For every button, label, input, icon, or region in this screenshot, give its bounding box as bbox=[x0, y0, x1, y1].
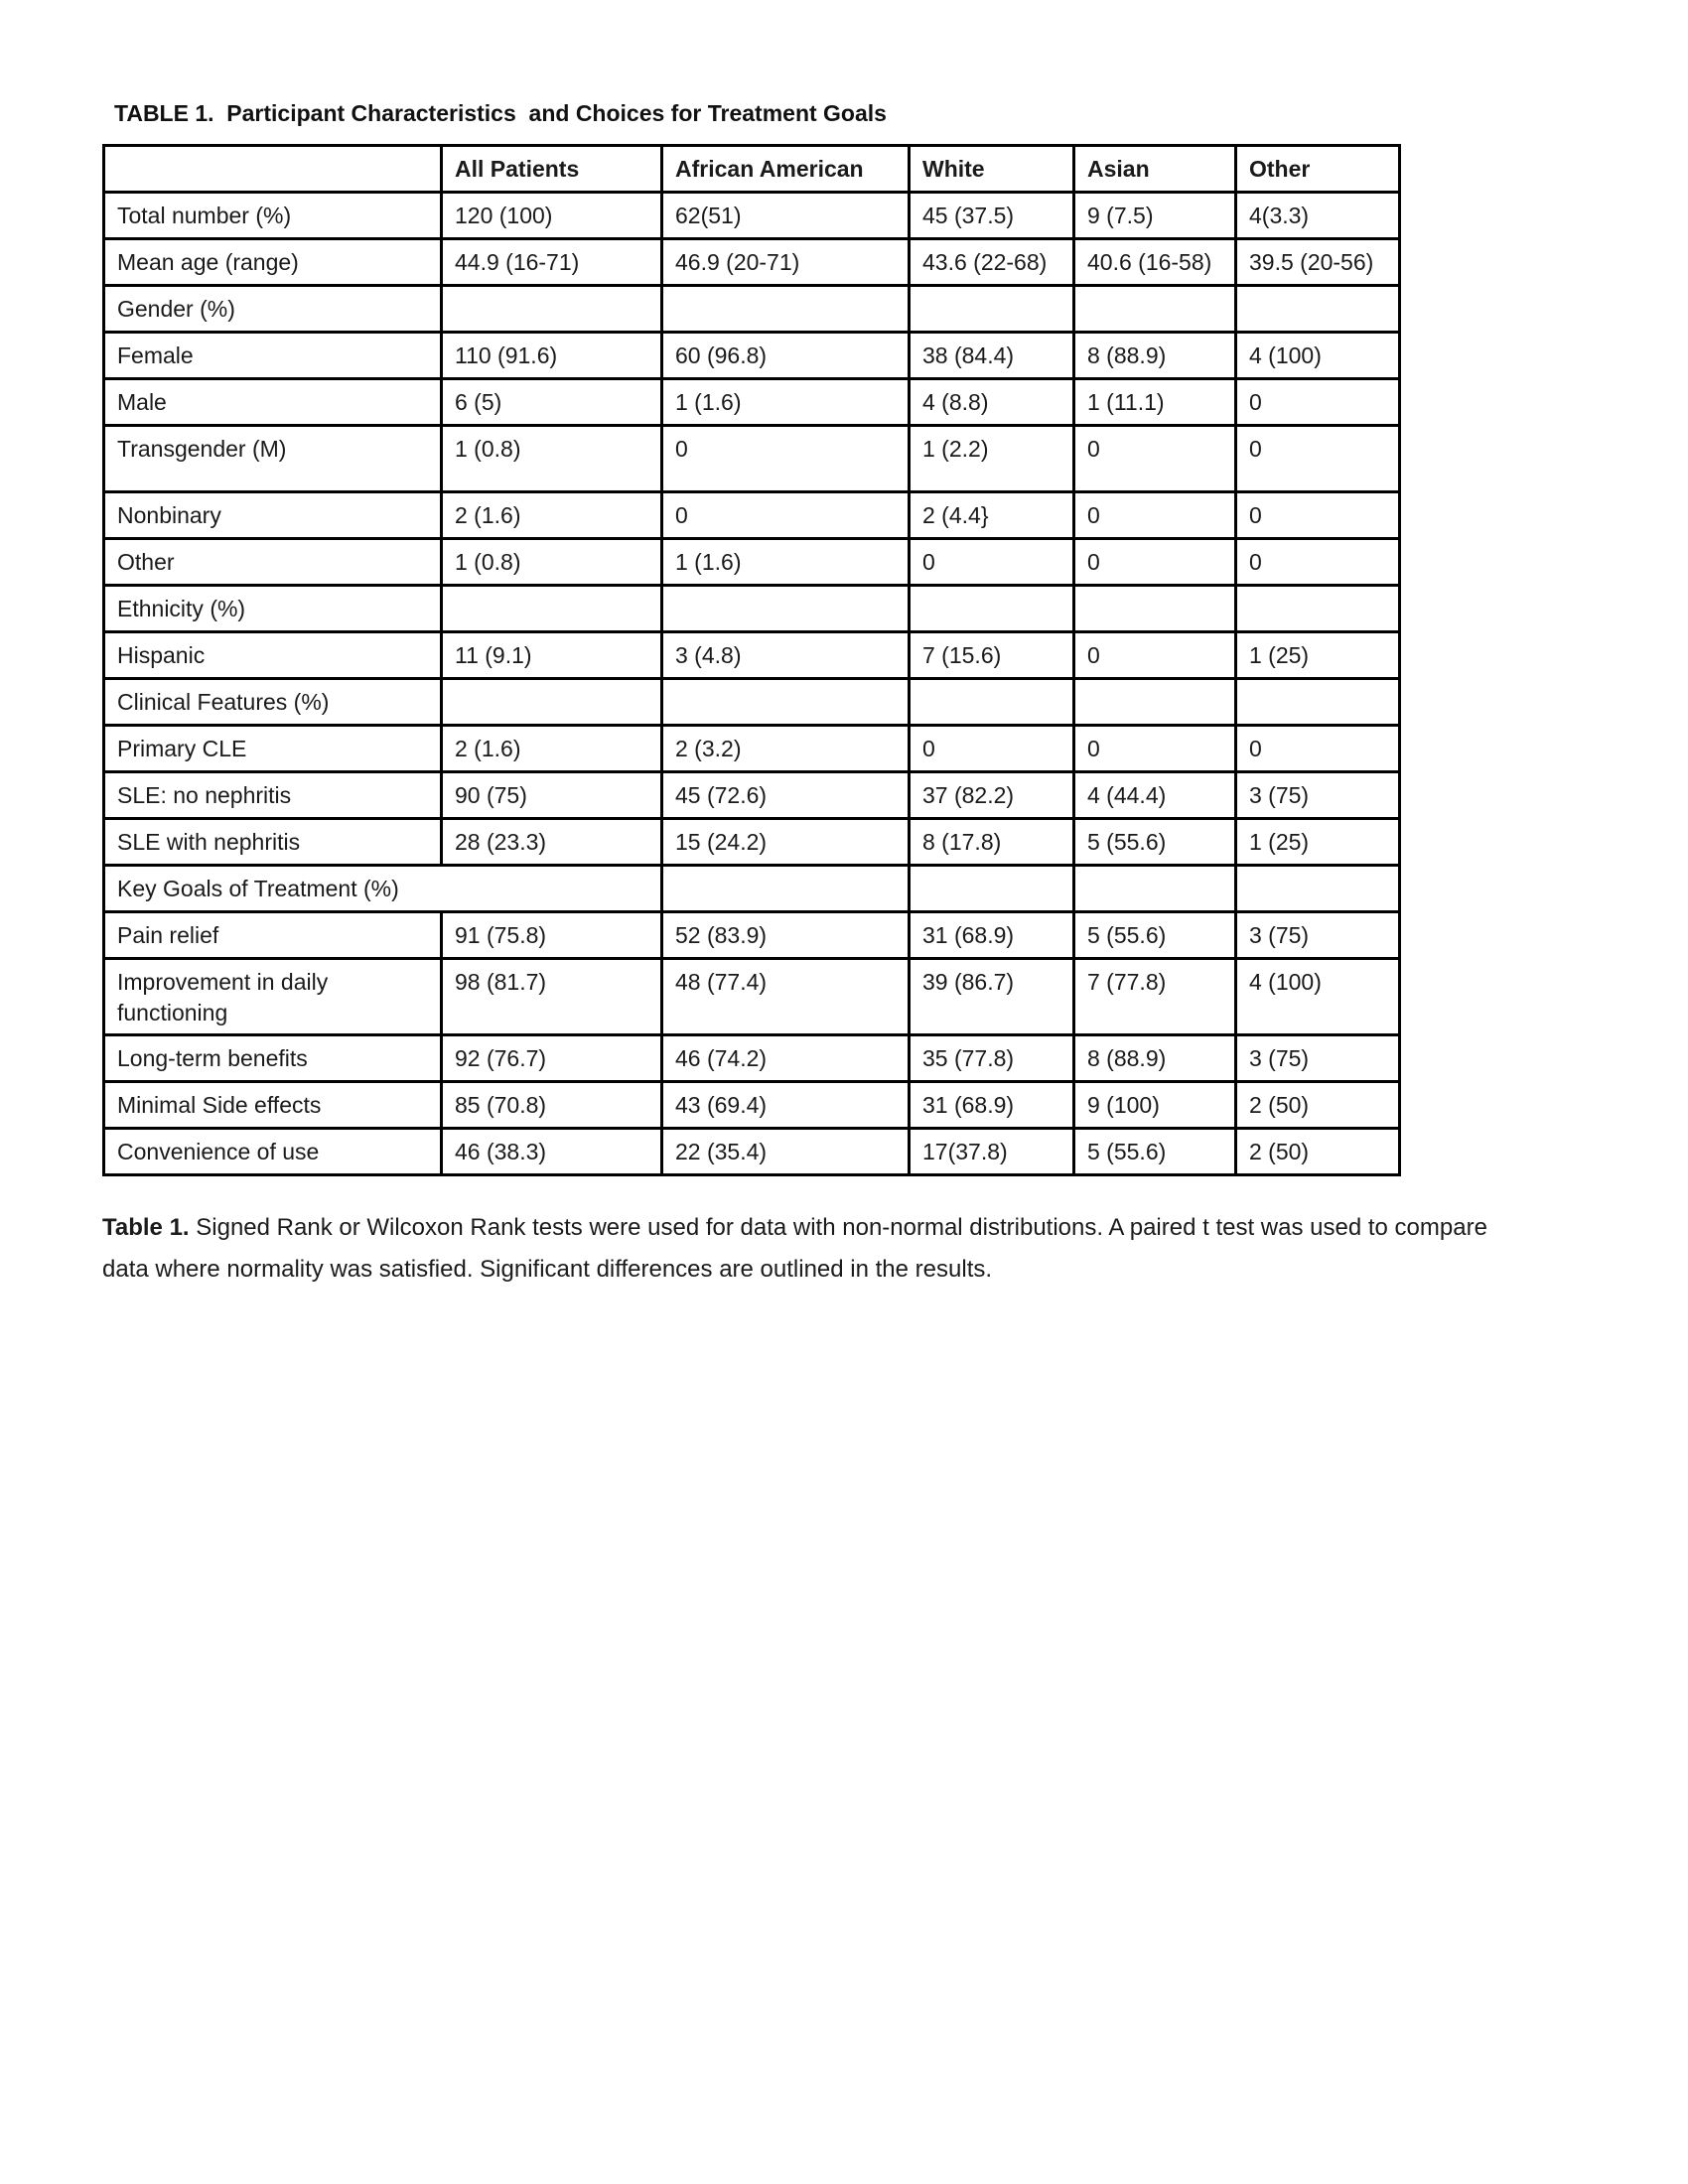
table-cell: 3 (75) bbox=[1236, 912, 1400, 959]
table-cell: 38 (84.4) bbox=[910, 333, 1074, 379]
table-cell: 31 (68.9) bbox=[910, 1082, 1074, 1129]
row-label: Nonbinary bbox=[104, 492, 442, 539]
table-cell: 1 (1.6) bbox=[662, 379, 910, 426]
table-row bbox=[104, 866, 1400, 912]
row-label: Key Goals of Treatment (%) bbox=[104, 866, 662, 912]
table-cell bbox=[910, 586, 1074, 632]
row-label: Female bbox=[104, 333, 442, 379]
table-row bbox=[104, 379, 1400, 426]
caption-text: Signed Rank or Wilcoxon Rank tests were used for data with non-normal distributions. A paired t test was used to compare data where normality was satisfied. Significant differences are outlined in the results. bbox=[102, 1214, 1487, 1283]
table-cell bbox=[910, 679, 1074, 726]
table-row bbox=[104, 679, 1400, 726]
table-cell bbox=[910, 286, 1074, 333]
table-cell: 7 (15.6) bbox=[910, 632, 1074, 679]
row-label: Ethnicity (%) bbox=[104, 586, 442, 632]
column-header: African American bbox=[662, 146, 910, 193]
table-cell: 90 (75) bbox=[442, 772, 662, 819]
table-cell: 17(37.8) bbox=[910, 1129, 1074, 1175]
table-cell: 45 (72.6) bbox=[662, 772, 910, 819]
table-cell: 92 (76.7) bbox=[442, 1035, 662, 1082]
table-cell: 5 (55.6) bbox=[1074, 912, 1236, 959]
table-cell: 4 (100) bbox=[1236, 333, 1400, 379]
table-cell bbox=[442, 679, 662, 726]
table-cell: 110 (91.6) bbox=[442, 333, 662, 379]
table-cell: 40.6 (16-58) bbox=[1074, 239, 1236, 286]
row-label: Other bbox=[104, 539, 442, 586]
table-row bbox=[104, 539, 1400, 586]
table-cell: 4 (100) bbox=[1236, 959, 1400, 1035]
table-row bbox=[104, 239, 1400, 286]
table-cell: 0 bbox=[1074, 632, 1236, 679]
table-cell: 4(3.3) bbox=[1236, 193, 1400, 239]
row-label: Male bbox=[104, 379, 442, 426]
table-cell: 2 (4.4} bbox=[910, 492, 1074, 539]
table-cell bbox=[1074, 586, 1236, 632]
table-cell: 6 (5) bbox=[442, 379, 662, 426]
table-cell: 46 (74.2) bbox=[662, 1035, 910, 1082]
table-cell: 0 bbox=[662, 492, 910, 539]
caption-label: Table 1. bbox=[102, 1214, 190, 1241]
table-row bbox=[104, 1035, 1400, 1082]
table-cell: 8 (88.9) bbox=[1074, 1035, 1236, 1082]
table-cell: 2 (50) bbox=[1236, 1129, 1400, 1175]
table-cell: 0 bbox=[1236, 539, 1400, 586]
table-cell: 52 (83.9) bbox=[662, 912, 910, 959]
table-cell: 0 bbox=[1236, 726, 1400, 772]
table-cell: 15 (24.2) bbox=[662, 819, 910, 866]
table-cell: 0 bbox=[1074, 726, 1236, 772]
table-cell bbox=[910, 866, 1074, 912]
row-label: Improvement in daily functioning bbox=[104, 959, 442, 1035]
table-cell: 3 (75) bbox=[1236, 772, 1400, 819]
column-header: All Patients bbox=[442, 146, 662, 193]
table-cell: 5 (55.6) bbox=[1074, 1129, 1236, 1175]
table-cell: 0 bbox=[1236, 426, 1400, 492]
table-cell: 43 (69.4) bbox=[662, 1082, 910, 1129]
table-cell: 4 (44.4) bbox=[1074, 772, 1236, 819]
table-cell: 62(51) bbox=[662, 193, 910, 239]
table-cell: 1 (0.8) bbox=[442, 539, 662, 586]
row-label: Mean age (range) bbox=[104, 239, 442, 286]
table-row bbox=[104, 193, 1400, 239]
row-label: Gender (%) bbox=[104, 286, 442, 333]
table-cell bbox=[442, 286, 662, 333]
table-row bbox=[104, 959, 1400, 1035]
table-cell bbox=[1074, 679, 1236, 726]
header-row bbox=[104, 146, 1400, 193]
row-label: SLE: no nephritis bbox=[104, 772, 442, 819]
table-cell: 43.6 (22-68) bbox=[910, 239, 1074, 286]
table-cell: 2 (1.6) bbox=[442, 492, 662, 539]
table-cell bbox=[662, 586, 910, 632]
table-row bbox=[104, 1082, 1400, 1129]
table-cell bbox=[442, 586, 662, 632]
table-cell: 0 bbox=[1236, 492, 1400, 539]
table-cell bbox=[1236, 286, 1400, 333]
table-cell: 22 (35.4) bbox=[662, 1129, 910, 1175]
table-cell: 11 (9.1) bbox=[442, 632, 662, 679]
table-cell bbox=[662, 286, 910, 333]
table-cell: 35 (77.8) bbox=[910, 1035, 1074, 1082]
table-row bbox=[104, 586, 1400, 632]
row-label: Primary CLE bbox=[104, 726, 442, 772]
table-cell bbox=[1236, 679, 1400, 726]
table-row bbox=[104, 632, 1400, 679]
table-row bbox=[104, 286, 1400, 333]
table-cell: 91 (75.8) bbox=[442, 912, 662, 959]
table-cell: 5 (55.6) bbox=[1074, 819, 1236, 866]
table-cell: 1 (0.8) bbox=[442, 426, 662, 492]
table-cell: 1 (1.6) bbox=[662, 539, 910, 586]
table-cell: 0 bbox=[910, 539, 1074, 586]
table-cell bbox=[662, 866, 910, 912]
row-label: Transgender (M) bbox=[104, 426, 442, 492]
table-cell: 39 (86.7) bbox=[910, 959, 1074, 1035]
table-cell: 98 (81.7) bbox=[442, 959, 662, 1035]
table-cell bbox=[1236, 866, 1400, 912]
table-cell: 9 (7.5) bbox=[1074, 193, 1236, 239]
row-label: Minimal Side effects bbox=[104, 1082, 442, 1129]
table-cell: 8 (88.9) bbox=[1074, 333, 1236, 379]
table-cell: 120 (100) bbox=[442, 193, 662, 239]
table-cell: 4 (8.8) bbox=[910, 379, 1074, 426]
table-cell: 0 bbox=[1074, 492, 1236, 539]
row-label: Hispanic bbox=[104, 632, 442, 679]
row-label: Pain relief bbox=[104, 912, 442, 959]
table-cell: 28 (23.3) bbox=[442, 819, 662, 866]
table-cell: 8 (17.8) bbox=[910, 819, 1074, 866]
table-cell: 2 (50) bbox=[1236, 1082, 1400, 1129]
table-cell bbox=[1074, 286, 1236, 333]
table-cell: 46 (38.3) bbox=[442, 1129, 662, 1175]
table-cell: 0 bbox=[1074, 426, 1236, 492]
table-cell: 7 (77.8) bbox=[1074, 959, 1236, 1035]
table-row bbox=[104, 912, 1400, 959]
table-cell: 85 (70.8) bbox=[442, 1082, 662, 1129]
table-cell bbox=[1236, 586, 1400, 632]
column-header: White bbox=[910, 146, 1074, 193]
table-cell: 44.9 (16-71) bbox=[442, 239, 662, 286]
table-cell: 0 bbox=[1074, 539, 1236, 586]
table-row bbox=[104, 772, 1400, 819]
table-row bbox=[104, 726, 1400, 772]
table-row bbox=[104, 333, 1400, 379]
table-row bbox=[104, 426, 1400, 492]
table-row bbox=[104, 1129, 1400, 1175]
table-cell: 3 (4.8) bbox=[662, 632, 910, 679]
row-label: Convenience of use bbox=[104, 1129, 442, 1175]
participant-characteristics-table bbox=[102, 144, 1401, 1176]
table-cell: 0 bbox=[662, 426, 910, 492]
row-label: Clinical Features (%) bbox=[104, 679, 442, 726]
table-caption bbox=[102, 1207, 1537, 1291]
table-cell bbox=[1074, 866, 1236, 912]
column-header bbox=[104, 146, 442, 193]
column-header: Asian bbox=[1074, 146, 1236, 193]
table-cell: 39.5 (20-56) bbox=[1236, 239, 1400, 286]
table-cell: 45 (37.5) bbox=[910, 193, 1074, 239]
table-cell: 3 (75) bbox=[1236, 1035, 1400, 1082]
table-cell: 0 bbox=[1236, 379, 1400, 426]
table-row bbox=[104, 492, 1400, 539]
table-cell: 48 (77.4) bbox=[662, 959, 910, 1035]
table-cell: 2 (1.6) bbox=[442, 726, 662, 772]
table-cell: 1 (25) bbox=[1236, 632, 1400, 679]
row-label: Long-term benefits bbox=[104, 1035, 442, 1082]
table-cell bbox=[662, 679, 910, 726]
table-cell: 2 (3.2) bbox=[662, 726, 910, 772]
column-header: Other bbox=[1236, 146, 1400, 193]
row-label: Total number (%) bbox=[104, 193, 442, 239]
table-title: TABLE 1. Participant Characteristics and Choices for Treatment Goals bbox=[114, 100, 887, 126]
table-cell: 31 (68.9) bbox=[910, 912, 1074, 959]
table-cell: 60 (96.8) bbox=[662, 333, 910, 379]
table-cell: 37 (82.2) bbox=[910, 772, 1074, 819]
table-row bbox=[104, 819, 1400, 866]
table-cell: 46.9 (20-71) bbox=[662, 239, 910, 286]
table-cell: 9 (100) bbox=[1074, 1082, 1236, 1129]
table-cell: 1 (2.2) bbox=[910, 426, 1074, 492]
table-cell: 1 (11.1) bbox=[1074, 379, 1236, 426]
table-cell: 0 bbox=[910, 726, 1074, 772]
table-cell: 1 (25) bbox=[1236, 819, 1400, 866]
row-label: SLE with nephritis bbox=[104, 819, 442, 866]
